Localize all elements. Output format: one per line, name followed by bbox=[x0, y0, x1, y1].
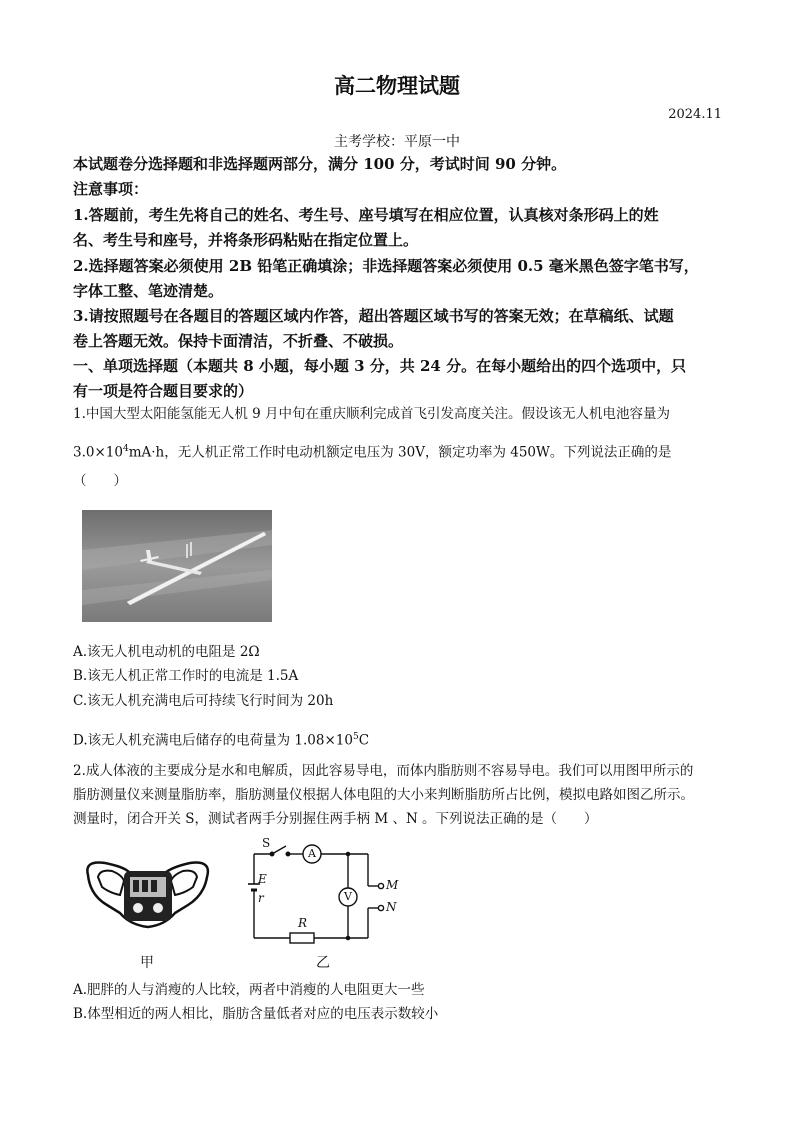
notice-2a: 2.选择题答案必须使用 2B 铅笔正确填涂；非选择题答案必须使用 0.5 毫米黑色签字笔书写， bbox=[73, 257, 699, 275]
exam-date: 2024.11 bbox=[668, 107, 722, 122]
notice-heading: 注意事项： bbox=[73, 180, 149, 198]
notice-1b: 名、考生号和座号，并将条形码粘贴在指定位置上。 bbox=[73, 231, 419, 249]
q2-option-a: A.肥胖的人与消瘦的人比较，两者中消瘦的人电阻更大一些 bbox=[73, 982, 425, 998]
q1-option-b: B.该无人机正常工作时的电流是 1.5A bbox=[73, 668, 299, 684]
q1-stem-b bbox=[73, 438, 723, 464]
q1-capacity-base: 3.0×10 bbox=[73, 444, 123, 461]
page-title: 高二物理试题 bbox=[334, 73, 460, 98]
q1-stem-b-text: mA·h，无人机正常工作时电动机额定电压为 30V，额定功率为 450W。下列说法正确的是 bbox=[128, 444, 672, 461]
q1-option-d-text: D.该无人机充满电后储存的电荷量为 1.08×10 bbox=[73, 732, 353, 749]
intro-line: 本试题卷分选择题和非选择题两部分，满分 100 分，考试时间 90 分钟。 bbox=[73, 155, 567, 173]
q1-capacity-exp: 4 bbox=[122, 444, 129, 454]
section1-heading-b: 有一项是符合题目要求的） bbox=[73, 382, 254, 400]
switch-label: S bbox=[262, 836, 271, 850]
q1-option-c: C.该无人机充满电后可持续飞行时间为 20h bbox=[73, 693, 334, 709]
notice-3a: 3.请按照题号在各题目的答题区域内作答，超出答题区域书写的答案无效；在草稿纸、试题 bbox=[73, 307, 674, 325]
q2-stem-a: 2.成人体液的主要成分是水和电解质，因此容易导电，而体内脂肪则不容易导电。我们可以用图甲所示的 bbox=[73, 763, 694, 779]
figure-jia-label: 甲 bbox=[140, 955, 154, 971]
host-school: 主考学校：平原一中 bbox=[334, 134, 460, 150]
q1-stem-a: 1.中国大型太阳能氢能无人机 9 月中旬在重庆顺利完成首飞引发高度关注。假设该无人机电池容量为 bbox=[73, 406, 671, 422]
ammeter-label: A bbox=[308, 847, 316, 860]
q1-option-d-exp: 5 bbox=[352, 732, 359, 742]
resistor-label: R bbox=[298, 916, 308, 930]
emf-label: E bbox=[258, 872, 267, 886]
fat-meter-figure bbox=[80, 855, 215, 940]
q1-option-a: A.该无人机电动机的电阻是 2Ω bbox=[73, 644, 260, 660]
section1-heading-a: 一、单项选择题（本题共 8 小题，每小题 3 分，共 24 分。在每小题给出的四个选项中，只 bbox=[73, 357, 687, 375]
q1-option-d-unit: C bbox=[358, 732, 370, 749]
q1-stem-c: （ ） bbox=[73, 473, 127, 489]
notice-2b: 字体工整、笔迹清楚。 bbox=[73, 282, 224, 300]
notice-3b: 卷上答题无效。保持卡面清洁，不折叠、不破损。 bbox=[73, 332, 404, 350]
q1-option-d bbox=[73, 726, 723, 752]
notice-1a: 1.答题前，考生先将自己的姓名、考生号、座号填写在相应位置，认真核对条形码上的姓 bbox=[73, 206, 659, 224]
q2-option-b: B.体型相近的两人相比，脂肪含量低者对应的电压表示数较小 bbox=[73, 1006, 439, 1022]
figure-yi-label: 乙 bbox=[316, 955, 330, 971]
q2-stem-b: 脂肪测量仪来测量脂肪率，脂肪测量仪根据人体电阻的大小来判断脂肪所占比例，模拟电路如图乙所示。 bbox=[73, 787, 694, 803]
internal-resistance-label: r bbox=[258, 891, 264, 905]
handle-m-label: M bbox=[386, 878, 399, 892]
circuit-diagram bbox=[238, 836, 408, 946]
drone-photo bbox=[82, 510, 272, 622]
voltmeter-label: V bbox=[344, 890, 352, 903]
handle-n-label: N bbox=[386, 900, 397, 914]
q2-stem-c: 测量时，闭合开关 S，测试者两手分别握住两手柄 M 、N 。下列说法正确的是（ ） bbox=[73, 811, 598, 827]
